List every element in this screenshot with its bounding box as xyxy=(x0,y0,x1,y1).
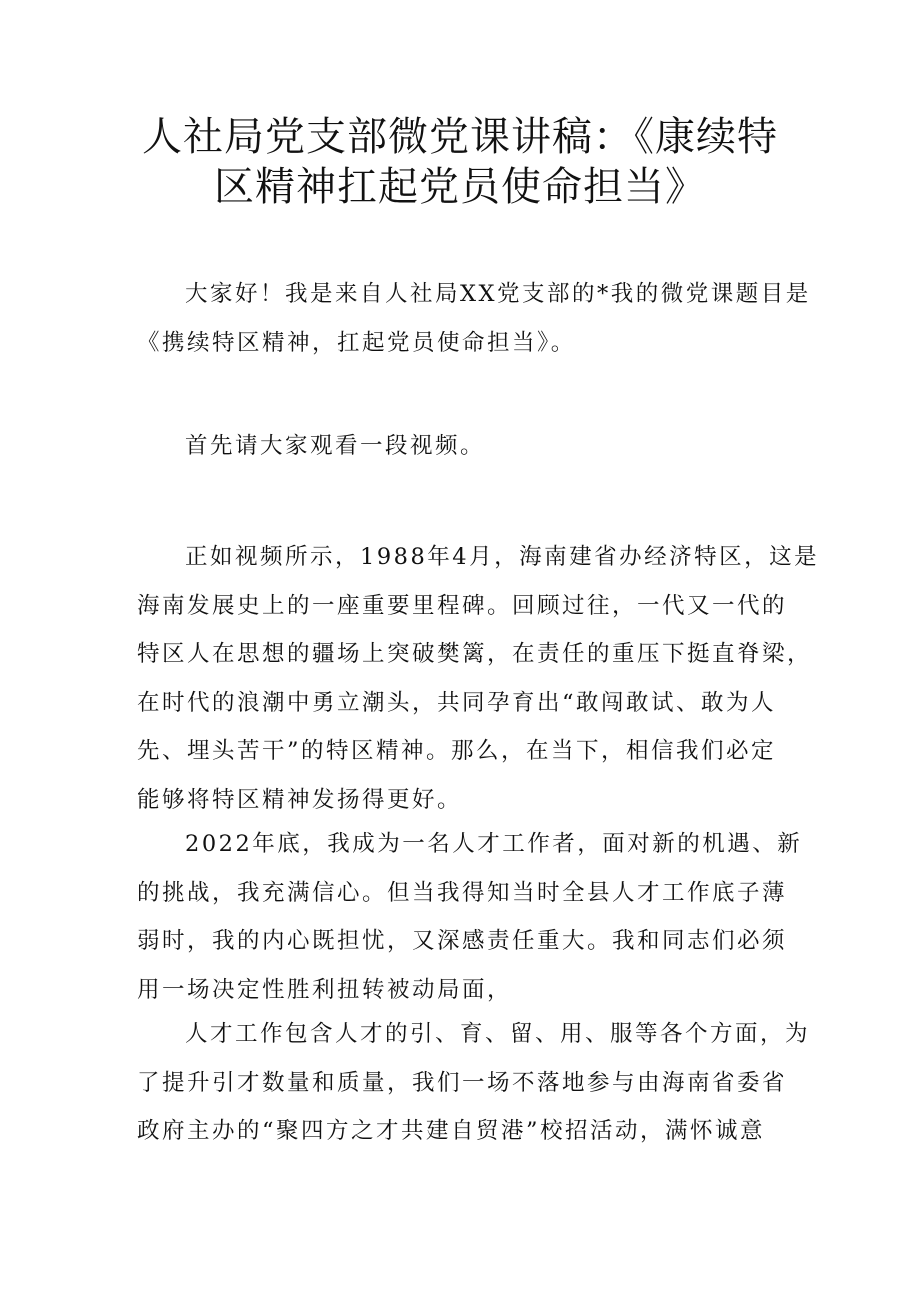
text-line: 正如视频所示，1988年4月，海南建省办经济特区，这是 xyxy=(185,544,820,570)
text-line: 人才工作包含人才的引、育、留、用、服等各个方面，为 xyxy=(185,1021,811,1047)
document-title xyxy=(120,112,800,212)
text-line: 大家好！我是来自人社局XX党支部的*我的微党课题目是 xyxy=(185,281,811,307)
text-line: 特区人在思想的疆场上突破樊篱，在责任的重压下挺直脊梁， xyxy=(137,641,813,667)
text-line: 了提升引才数量和质量，我们一场不落地参与由海南省委省 xyxy=(137,1069,788,1096)
text-line: 用一场决定性胜利扭转被动局面， xyxy=(137,976,513,1003)
text-line: 先、埋头苦干”的特区精神。那么，在当下，相信我们必定 xyxy=(137,738,777,764)
paragraph-greeting xyxy=(137,270,811,367)
paragraph-talent-recruitment xyxy=(137,1010,811,1156)
title-line-1: 人社局党支部微党课讲稿：《康续特 xyxy=(142,114,778,160)
text-line: 海南发展史上的一座重要里程碑。回顾过往，一代又一代的 xyxy=(137,592,788,619)
paragraph-talent-worker xyxy=(137,820,803,1014)
paragraph-video-intro xyxy=(137,422,797,471)
text-line: 在时代的浪潮中勇立潮头，共同孕育出“敢闯敢试、敢为人 xyxy=(137,689,777,716)
text-line: 能够将特区精神发扬得更好。 xyxy=(137,786,463,813)
paragraph-special-zone-history xyxy=(137,533,820,824)
text-line: 2022年底，我成为一名人才工作者，面对新的机遇、新 xyxy=(185,831,803,857)
text-line: 《携续特区精神，扛起党员使命担当》。 xyxy=(137,329,576,356)
text-line: 政府主办的“聚四方之才共建自贸港”校招活动，满怀诚意 xyxy=(137,1118,766,1144)
text-line: 的挑战，我充满信心。但当我得知当时全县人才工作底子薄 xyxy=(137,879,788,906)
text-line: 弱时，我的内心既担忧，又深感责任重大。我和同志们必须 xyxy=(137,928,788,954)
title-line-2: 区精神扛起党员使命担当》 xyxy=(214,164,706,210)
text-line: 首先请大家观看一段视频。 xyxy=(185,433,486,459)
